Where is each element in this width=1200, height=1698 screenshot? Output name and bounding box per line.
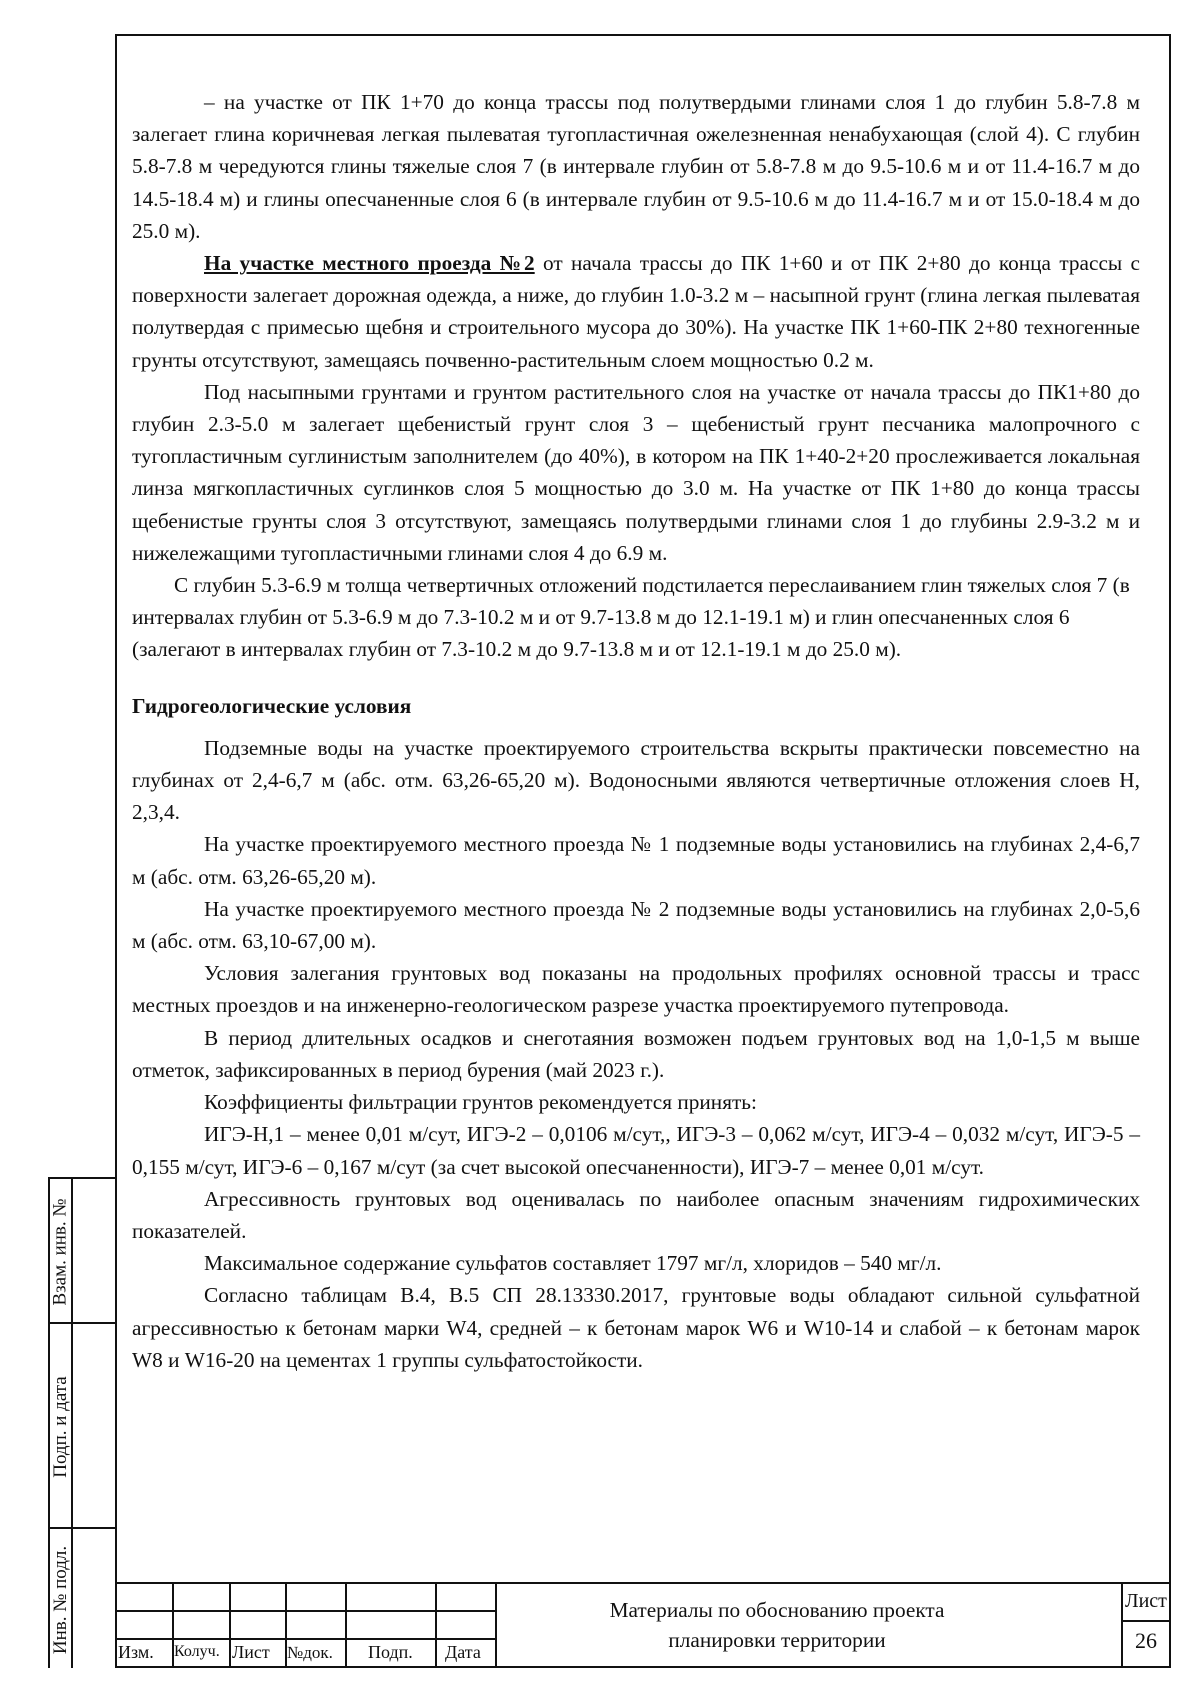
tb-caption-izm: Изм.: [118, 1642, 154, 1662]
tb-caption-data: Дата: [445, 1642, 481, 1662]
tb-line: [1121, 1620, 1171, 1622]
title-block: [115, 1582, 1171, 1668]
paragraph: [132, 247, 1140, 376]
tb-caption-ndok: №док.: [287, 1643, 333, 1662]
sheet-label: Лист: [1125, 1590, 1167, 1612]
side-stamp: [48, 1177, 115, 1668]
tb-line: [229, 1582, 231, 1668]
tb-caption-koluch: Колуч.: [174, 1643, 220, 1660]
paragraph: ИГЭ-Н,1 – менее 0,01 м/сут, ИГЭ-2 – 0,0106 м/сут,, ИГЭ-3 – 0,062 м/сут, ИГЭ-4 – 0,032 м/сут, ИГЭ-5 – 0,155 м/сут, ИГЭ-6 – 0,167 м/сут (за счет высокой опесчаненности), ИГЭ-7 – менее 0,01 м/сут.: [132, 1122, 1140, 1179]
document-body: [132, 86, 1140, 1376]
paragraph-text: от начала трассы до ПК 1+60 и от ПК 2+80 до конца трассы с поверхности залегает дорожная одежда, а ниже, до глубин 1.0-3.2 м – насыпной грунт (глина легкая пылеватая полутвердая с примесью щебня и строительного мусора до 30%). На участке ПК 1+60-ПК 2+80 техногенные грунты отсутствуют, замещаясь почвенно-растительным слоем мощностью 0.2 м.: [132, 251, 1140, 372]
stamp-text: Инв. № подл.: [50, 1545, 72, 1654]
stamp-label-vzam: [48, 1179, 74, 1324]
paragraph: Согласно таблицам В.4, В.5 СП 28.13330.2017, грунтовые воды обладают сильной сульфатной агрессивностью к бетонам марки W4, средней – к бетонам марок W6 и W10-14 и слабой – к бетонам марок W8 и W16-20 на цементах 1 группы сульфатостойкости.: [132, 1283, 1140, 1372]
paragraph: С глубин 5.3-6.9 м толща четвертичных отложений подстилается переслаиванием глин тяжелых слоя 7 (в интервалах глубин от 5.3-6.9 м до 7.3-10.2 м и от 9.7-13.8 м до 12.1-19.1 м) и глин опесчаненных слоя 6 (залегают в интервалах глубин от 7.3-10.2 м до 9.7-13.8 м и от 12.1-19.1 м до 25.0 м).: [132, 573, 1130, 662]
tb-line: [345, 1582, 347, 1668]
stamp-label-podp: [48, 1324, 74, 1529]
paragraph: Агрессивность грунтовых вод оценивалась по наиболее опасным значениям гидрохимических показателей.: [132, 1186, 1140, 1243]
section-heading: Гидрогеологические условия: [132, 693, 412, 718]
tb-line: [435, 1582, 437, 1668]
tb-caption-podp: Подп.: [368, 1642, 413, 1662]
paragraph: – на участке от ПК 1+70 до конца трассы под полутвердыми глинами слоя 1 до глубин 5.8-7.8 м залегает глина коричневая легкая пылеватая тугопластичная ожелезненная ненабухающая (слой 4). С глубин 5.8-7.8 м чередуются глины тяжелые слоя 7 (в интервале глубин от 5.8-7.8 м до 9.5-10.6 м и от 11.4-16.7 м до 14.5-18.4 м) и глины опесчаненные слоя 6 (в интервале глубин от 9.5-10.6 м до 11.4-16.7 м и от 15.0-18.4 м до 25.0 м).: [132, 90, 1140, 243]
stamp-text: Взам. инв. №: [50, 1197, 72, 1306]
sheet-number: 26: [1135, 1628, 1157, 1653]
paragraph: На участке проектируемого местного проезда № 2 подземные воды установились на глубинах 2,0-5,6 м (абс. отм. 63,10-67,00 м).: [132, 896, 1140, 954]
section-lead: На участке местного проезда №2: [204, 251, 535, 276]
paragraph: Условия залегания грунтовых вод показаны на продольных профилях основной трассы и трасс местных проездов и на инженерно-геологическом разрезе участка проектируемого путепровода.: [132, 961, 1140, 1018]
paragraph: Максимальное содержание сульфатов составляет 1797 мг/л, хлоридов – 540 мг/л.: [204, 1251, 942, 1276]
paragraph: В период длительных осадков и снеготаяния возможен подъем грунтовых вод на 1,0-1,5 м выше отметок, зафиксированных в период бурения (май 2023 г.).: [132, 1025, 1140, 1082]
tb-line: [115, 1582, 1171, 1584]
tb-line: [1121, 1582, 1123, 1668]
paragraph: Подземные воды на участке проектируемого строительства вскрыты практически повсеместно на глубинах от 2,4-6,7 м (абс. отм. 63,26-65,20 м). Водоносными являются четвертичные отложения слоев Н, 2,3,4.: [132, 735, 1140, 825]
stamp-text: Подп. и дата: [50, 1375, 72, 1478]
tb-caption-list: Лист: [232, 1642, 270, 1662]
paragraph: Коэффициенты фильтрации грунтов рекомендуется принять:: [204, 1090, 757, 1115]
paragraph: На участке проектируемого местного проезда № 1 подземные воды установились на глубинах 2,4-6,7 м (абс. отм. 63,26-65,20 м).: [132, 832, 1140, 889]
paragraph: Под насыпными грунтами и грунтом растительного слоя на участке от начала трассы до ПК1+80 до глубин 2.3-5.0 м залегает щебенистый грунт слоя 3 – щебенистый грунт песчаника малопрочного с тугопластичным суглинистым заполнителем (до 40%), в котором на ПК 1+40-2+20 прослеживается локальная линза мягкопластичных суглинков слоя 5 мощностью до 3.0 м. На участке от ПК 1+80 до конца трассы щебенистые грунты слоя 3 отсутствуют, замещаясь полутвердыми глинами слоя 1 до глубины 2.9-3.2 м и нижележащими тугопластичными глинами слоя 4 до 6.9 м.: [132, 379, 1140, 565]
document-title: Материалы по обоснованию проекта планировки территории: [609, 1598, 945, 1652]
tb-line: [495, 1582, 497, 1668]
stamp-label-inv: [48, 1529, 74, 1670]
